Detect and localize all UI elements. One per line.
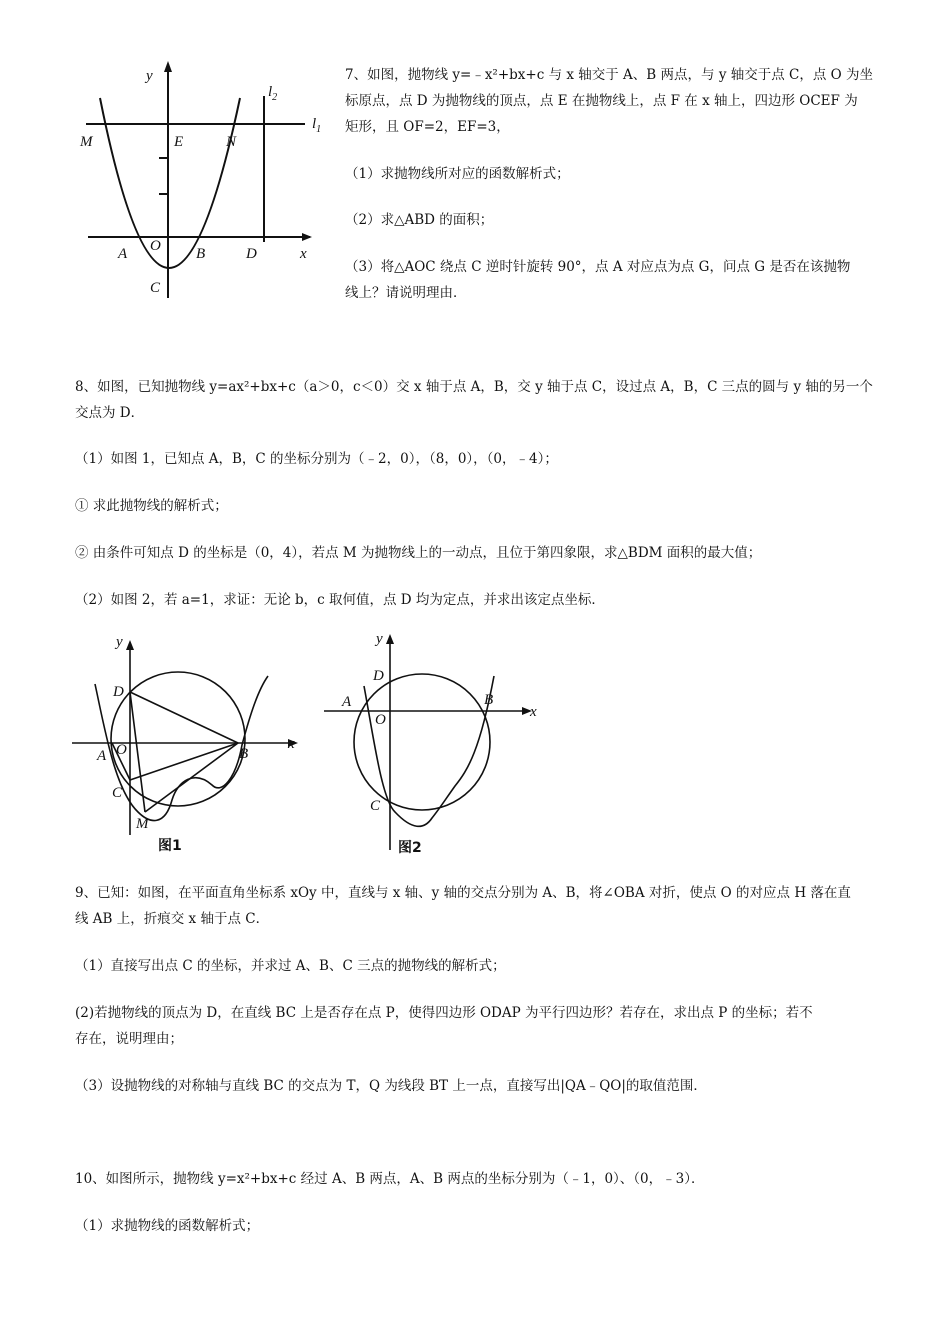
q8-part-1-a: ① 求此抛物线的解析式； [75, 498, 228, 514]
q8-part-2: （2）如图 2，若 a=1，求证：无论 b，c 取何值，点 D 均为定点，并求出该定点坐标． [75, 592, 605, 608]
q8-fig1-label-D: D [113, 684, 124, 700]
q9-part-1: （1）直接写出点 C 的坐标，并求过 A、B、C 三点的抛物线的解析式； [75, 958, 506, 974]
q9-part-2-cont: 存在，说明理由； [75, 1031, 183, 1047]
q8-fig1-label-x: x [288, 736, 295, 752]
q8-fig1-label-B: B [239, 746, 249, 762]
q9-line-2: 线 AB 上，折痕交 x 轴于点 C． [75, 911, 270, 927]
q10-line-1: 10、如图所示，抛物线 y=x²+bx+c 经过 A、B 两点，A、B 两点的坐标分别为（﹣1，0）、（0，﹣3）． [75, 1171, 705, 1187]
q8-fig2-label-A: A [342, 694, 352, 710]
q8-fig2-label-B: B [484, 692, 494, 708]
q9-part-2: (2)若抛物线的顶点为 D，在直线 BC 上是否存在点 P，使得四边形 ODAP 为平行四边形？若存在，求出点 P 的坐标；若不 [75, 1005, 813, 1021]
q8-fig1-caption: 图1 [158, 838, 182, 854]
q9-line-1: 9、已知：如图，在平面直角坐标系 xOy 中，直线与 x 轴、y 轴的交点分别为 A、B，将∠OBA 对折，使点 O 的对应点 H 落在直 [75, 885, 851, 901]
q7-label-l2: $l_2$ [268, 84, 278, 103]
q7-label-l1: $l_1$ [312, 116, 322, 135]
q8-part-1: （1）如图 1，已知点 A，B，C 的坐标分别为（﹣2，0），（8，0），（0，﹣4）； [75, 451, 558, 467]
q8-fig2-label-x: x [530, 704, 537, 720]
q8-fig2-caption: 图2 [398, 840, 422, 856]
q7-label-E: E [174, 134, 184, 150]
q7-label-D: D [246, 246, 257, 262]
q7-part-3: （3）将△AOC 绕点 C 逆时针旋转 90°，点 A 对应点为点 G，问点 G 是否在该抛物 [345, 259, 851, 275]
q8-fig1-label-M: M [136, 816, 149, 832]
q8-line-1: 8、如图，已知抛物线 y=ax²+bx+c（a＞0，c＜0）交 x 轴于点 A，B，交 y 轴于点 C，设过点 A，B，C 三点的圆与 y 轴的另一个 [75, 379, 873, 395]
q7-label-A: A [118, 246, 128, 262]
q7-part-1: （1）求抛物线所对应的函数解析式； [345, 166, 570, 182]
q7-figure [75, 58, 335, 308]
q7-line-1: 7、如图，抛物线 y=﹣x²+bx+c 与 x 轴交于 A、B 两点，与 y 轴交于点 C，点 O 为坐 [345, 67, 874, 83]
q8-figure-1 [68, 630, 308, 860]
q10-part-1: （1）求抛物线的函数解析式； [75, 1218, 260, 1234]
q7-label-M: M [80, 134, 93, 150]
q7-line-3: 矩形，且 OF=2，EF=3， [345, 119, 510, 135]
q7-line-2: 标原点，点 D 为抛物线的顶点，点 E 在抛物线上，点 F 在 x 轴上，四边形 OCEF 为 [345, 93, 858, 109]
q8-figure-2 [320, 628, 550, 858]
q7-label-y: y [146, 68, 153, 84]
q8-line-2: 交点为 D． [75, 405, 145, 421]
q8-fig1-label-C: C [112, 785, 123, 801]
q8-fig1-label-A: A [97, 748, 107, 764]
q7-label-O: O [150, 238, 161, 254]
q8-fig2-label-C: C [370, 798, 381, 814]
q8-fig1-label-O: O [116, 742, 127, 758]
q8-fig2-label-y: y [376, 631, 383, 647]
q7-label-B: B [196, 246, 206, 262]
q8-part-1-b: ② 由条件可知点 D 的坐标是（0，4），若点 M 为抛物线上的一动点，且位于第四象限，求△BDM 面积的最大值； [75, 545, 762, 561]
q7-label-x: x [300, 246, 307, 262]
q9-part-3: （3）设抛物线的对称轴与直线 BC 的交点为 T，Q 为线段 BT 上一点，直接写出|QA﹣QO|的取值范围． [75, 1078, 707, 1094]
q7-label-C: C [150, 280, 161, 296]
q8-fig1-label-y: y [116, 634, 123, 650]
q8-fig2-label-D: D [373, 668, 384, 684]
q7-label-N: N [226, 134, 237, 150]
q7-part-3-cont: 线上？请说明理由． [345, 285, 467, 301]
q7-part-2: （2）求△ABD 的面积； [345, 212, 494, 228]
q8-fig2-label-O: O [375, 712, 386, 728]
